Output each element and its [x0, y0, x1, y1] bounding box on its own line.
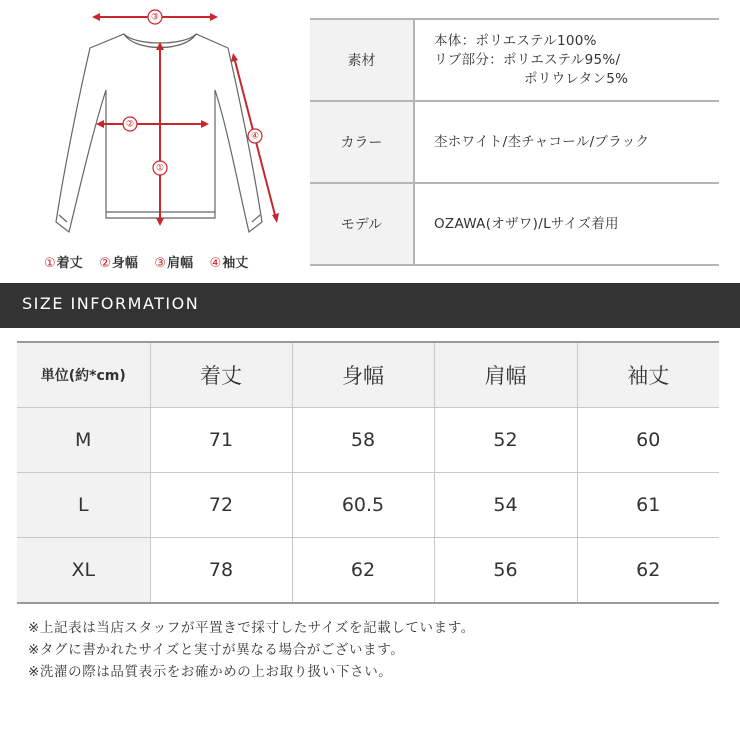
table-cell: 62 [577, 538, 719, 604]
note-line: ※上記表は当店スタッフが平置きで採寸したサイズを記載しています。 [28, 620, 475, 636]
material-line: ポリウレタン5% [524, 70, 629, 87]
size-information-banner [0, 283, 740, 328]
marker-shoulder-num: ③ [150, 12, 160, 23]
measurement-legend [44, 252, 304, 271]
material-label: 素材 [310, 19, 414, 101]
table-row [17, 408, 719, 473]
header-sleeve-length: 袖丈 [577, 342, 719, 408]
legend-item-shoulder [154, 256, 199, 271]
table-cell: 71 [150, 408, 292, 473]
header-body-width: 身幅 [292, 342, 434, 408]
spec-table [310, 18, 719, 266]
model-label: モデル [310, 183, 414, 265]
color-value: 杢ホワイト/杢チャコール/ブラック [414, 101, 719, 183]
table-row [17, 538, 719, 604]
legend-num: ③ [154, 256, 167, 271]
table-cell: 54 [434, 473, 577, 538]
spec-row-material [310, 19, 719, 101]
marker-body-width-num: ② [125, 119, 135, 130]
legend-num: ④ [209, 256, 222, 271]
table-cell: 61 [577, 473, 719, 538]
material-line: 本体：ポリエステル100% [434, 32, 597, 49]
banner-title: SIZE INFORMATION [22, 294, 200, 313]
legend-num: ① [44, 256, 56, 271]
table-cell: 60.5 [292, 473, 434, 538]
table-cell: 58 [292, 408, 434, 473]
legend-item-body-width [99, 256, 144, 271]
marker-sleeve-num: ④ [250, 131, 260, 142]
color-label: カラー [310, 101, 414, 183]
header-unit: 単位(約*cm) [17, 342, 150, 408]
legend-label: 着丈 [56, 256, 83, 271]
table-cell: 56 [434, 538, 577, 604]
spec-row-color [310, 101, 719, 183]
model-value: OZAWA(オザワ)/Lサイズ着用 [414, 183, 719, 265]
material-value [414, 19, 719, 101]
size-label: XL [17, 538, 150, 604]
material-line: リブ部分：ポリエステル95%/ [434, 51, 621, 68]
legend-label: 身幅 [111, 256, 138, 271]
table-cell: 60 [577, 408, 719, 473]
header-shoulder-width: 肩幅 [434, 342, 577, 408]
marker-length-num: ① [155, 163, 165, 174]
table-row [17, 473, 719, 538]
size-label: M [17, 408, 150, 473]
table-cell: 78 [150, 538, 292, 604]
size-table-header [17, 342, 719, 408]
legend-item-length [44, 256, 89, 271]
sweater-measurement-diagram [0, 0, 300, 280]
header-length: 着丈 [150, 342, 292, 408]
legend-item-sleeve [210, 256, 255, 271]
legend-label: 袖丈 [222, 256, 249, 271]
legend-num: ② [99, 256, 111, 271]
legend-label: 肩幅 [167, 256, 194, 271]
note-line: ※タグに書かれたサイズと実寸が異なる場合がございます。 [28, 642, 405, 658]
table-cell: 52 [434, 408, 577, 473]
notes [28, 617, 475, 683]
note-line: ※洗濯の際は品質表示をお確かめの上お取り扱い下さい。 [28, 664, 393, 680]
table-cell: 62 [292, 538, 434, 604]
table-cell: 72 [150, 473, 292, 538]
size-label: L [17, 473, 150, 538]
size-table [17, 341, 719, 604]
spec-row-model [310, 183, 719, 265]
